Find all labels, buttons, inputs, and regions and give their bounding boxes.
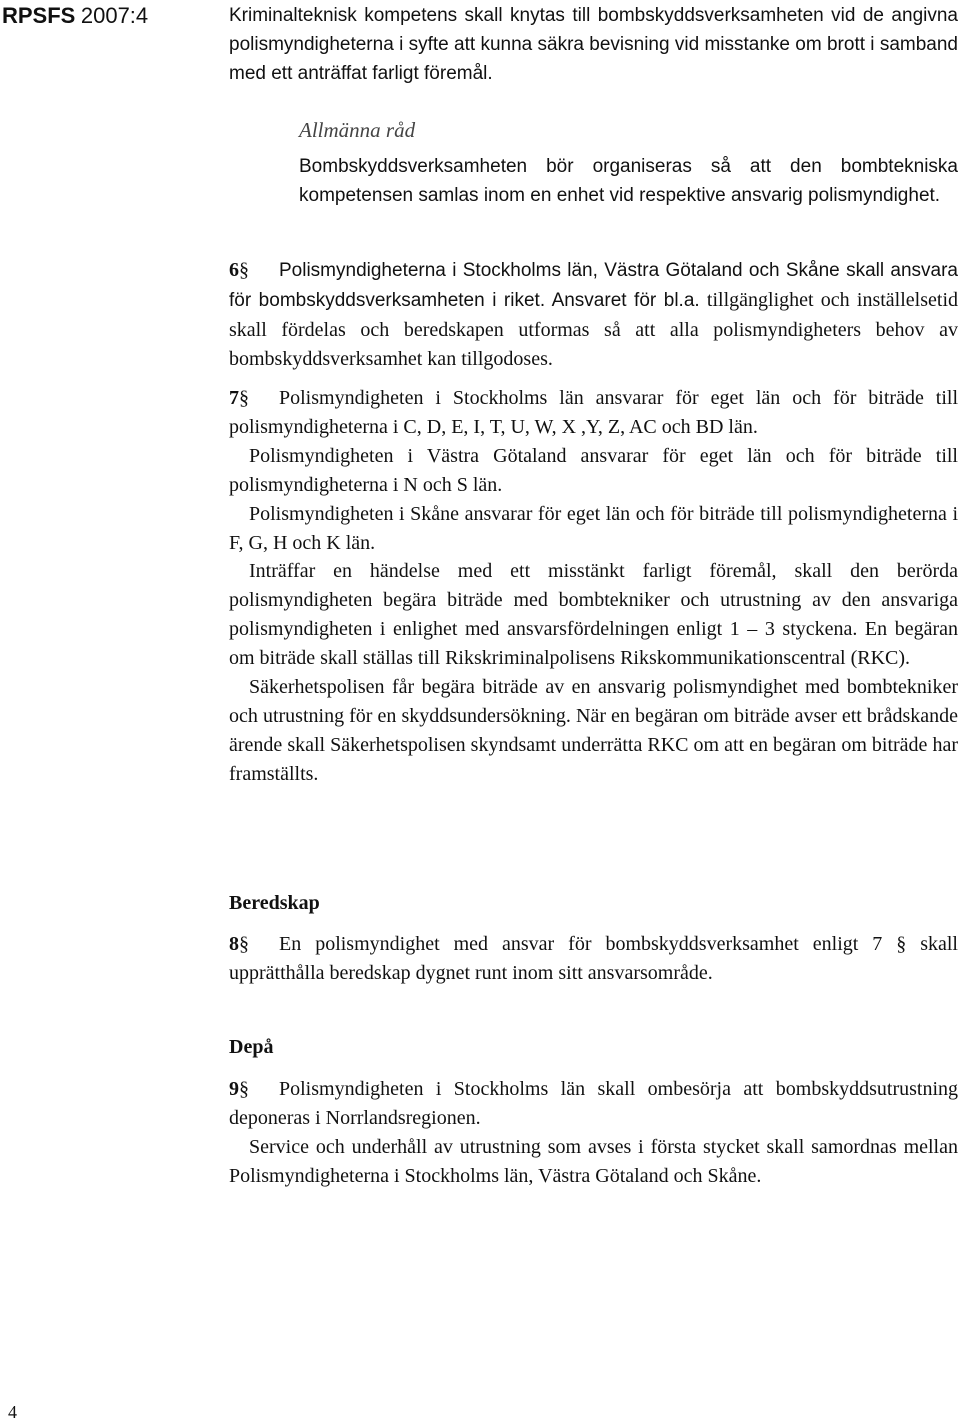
section-symbol: § bbox=[239, 387, 249, 409]
document-header bbox=[0, 0, 220, 36]
general-advice-text: Bombskyddsverksamheten bör organiseras så att den bombtekniska kompetensen samlas inom en enhet vid respektive ansvarig polismyndighet. bbox=[299, 155, 958, 206]
section-9 bbox=[229, 1075, 958, 1191]
section-7-paragraph-5: Säkerhetspolisen får begära biträde av en ansvarig polismyndighet med bombtekniker och utrustning för en skyddsundersökning. När en begäran om biträde avser ett brådskande ärende skall Säkerhetspolisen skyndsamt underrätta RKC om att en begäran om biträde har framställts. bbox=[229, 676, 958, 785]
section-6 bbox=[229, 256, 958, 374]
section-6-text-b: tillgänglighet och inställelsetid skall fördelas och beredskapen utformas så att alla polismyndigheters behov av bombskyddsverksamhet kan tillgodoses. bbox=[229, 288, 958, 370]
document-series: RPSFS bbox=[2, 3, 76, 28]
general-advice-block bbox=[299, 116, 958, 211]
section-7-paragraph-1: Polismyndigheten i Stockholms län ansvarar för eget län och för biträde till polismyndigheterna i C, D, E, I, T, U, W, X ,Y, Z, AC och BD län. bbox=[229, 387, 958, 438]
section-9-paragraph-2: Service och underhåll av utrustning som avses i första stycket skall samordnas mellan Polismyndigheterna i Stockholms län, Västra Götaland och Skåne. bbox=[229, 1135, 958, 1187]
page-number: 4 bbox=[8, 1402, 17, 1422]
section-symbol: § bbox=[239, 1078, 249, 1100]
section-8-text: En polismyndighet med ansvar för bombskyddsverksamhet enligt 7 § skall upprätthålla beredskap dygnet runt inom sitt ansvarsområde. bbox=[229, 933, 958, 984]
document-number: 2007:4 bbox=[80, 3, 149, 28]
section-6-number: 6 bbox=[229, 259, 239, 281]
section-9-number: 9 bbox=[229, 1078, 239, 1100]
section-7-number: 7 bbox=[229, 387, 239, 409]
section-8 bbox=[229, 930, 958, 988]
section-7-paragraph-3: Polismyndigheten i Skåne ansvarar för eget län och för biträde till polismyndigheterna i F, G, H och K län. bbox=[229, 502, 958, 554]
section-symbol: § bbox=[239, 259, 249, 281]
section-symbol: § bbox=[239, 933, 249, 955]
intro-paragraph: Kriminalteknisk kompetens skall knytas till bombskyddsverksamheten vid de angivna polismyndigheterna i syfte att kunna säkra bevisning vid misstanke om brott i samband med ett anträffat farligt föremål. bbox=[229, 5, 958, 84]
section-6-text-a: Polismyndigheterna i Stockholms län, Västra Götaland och Skåne skall ansvara för bombskyddsverksamheten i riket. Ansvaret för bl.a. bbox=[229, 260, 958, 311]
section-7-paragraph-4: Inträffar en händelse med ett misstänkt farligt föremål, skall den berörda polismyndigheten begära biträde med bombtekniker och utrustning av den ansvariga polismyndigheten i enlighet med ansvarsfördelningen enligt 1 – 3 styckena. En begäran om biträde skall ställas till Rikskriminalpolisens Rikskommunikationscentral (RKC). bbox=[229, 560, 958, 670]
document-id bbox=[2, 3, 148, 29]
depa-heading: Depå bbox=[229, 1036, 274, 1058]
beredskap-heading: Beredskap bbox=[229, 892, 320, 914]
section-8-number: 8 bbox=[229, 933, 239, 955]
general-advice-heading: Allmänna råd bbox=[299, 118, 416, 142]
section-7 bbox=[229, 384, 958, 789]
section-9-paragraph-1: Polismyndigheten i Stockholms län skall ombesörja att bombskyddsutrustning deponeras i Norrlandsregionen. bbox=[229, 1078, 958, 1129]
section-7-paragraph-2: Polismyndigheten i Västra Götaland ansvarar för eget län och för biträde till polismyndigheterna i N och S län. bbox=[229, 444, 958, 496]
